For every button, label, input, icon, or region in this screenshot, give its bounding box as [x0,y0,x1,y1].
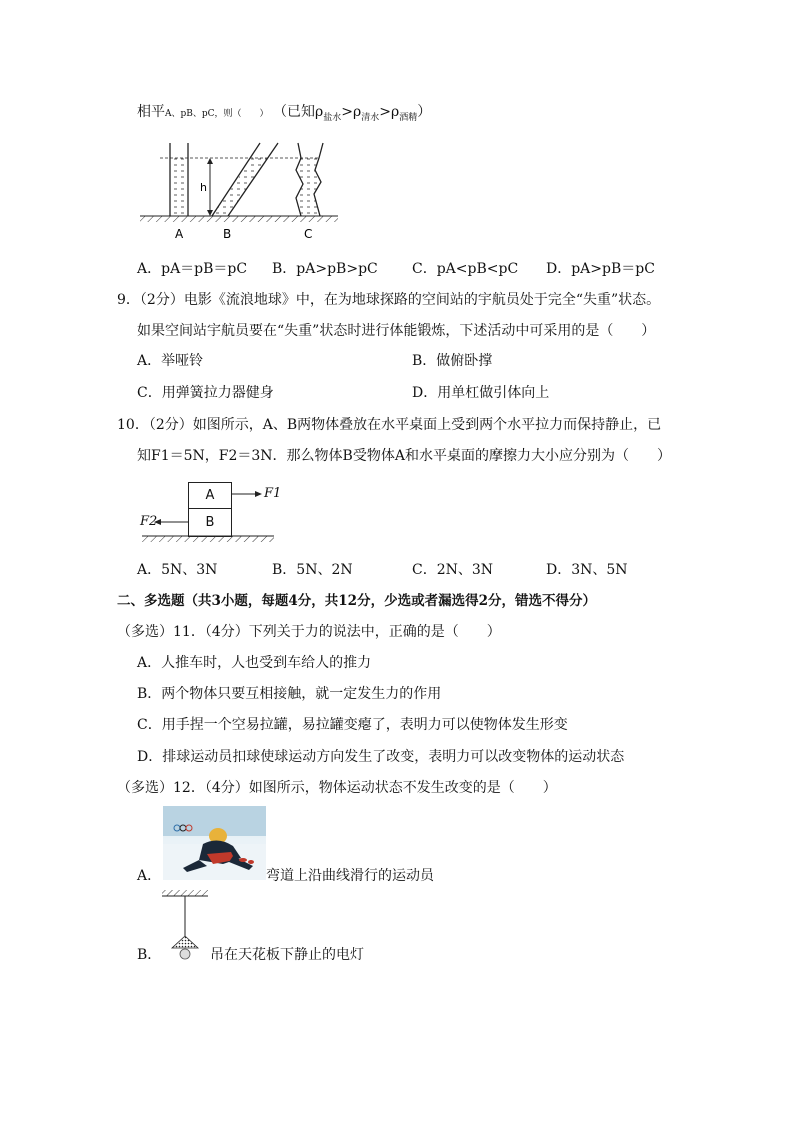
q9-option-c: C．用弹簧拉力器健身 [137,385,274,401]
q8-option-d: D．pA>pB＝pC [546,261,655,277]
q11-option-b: B．两个物体只要互相接触，就一定发生力的作用 [137,686,442,702]
q8-option-b: B．pA>pB>pC [272,261,378,277]
q10-option-b: B．5N、2N [272,562,353,578]
q8-fig-a-label: A [175,227,184,241]
q9-option-a: A．举哑铃 [137,353,204,369]
q8-fig-b-label: B [223,227,232,241]
q12-option-b-text: 吊在天花板下静止的电灯 [210,947,364,963]
q9-option-d: D．用单杠做引体向上 [412,385,550,401]
q11-option-a: A．人推车时，人也受到车给人的推力 [137,655,372,671]
q10-arrows-and-ground [138,478,278,550]
q10-f1-label: F1 [264,486,282,501]
q11-stem: （多选）11．（4分）下列关于力的说法中，正确的是（ ） [117,624,501,640]
q10-block-b: B [188,508,232,537]
q8-stem: 相平A、pB、pC，则（ ） （已知$\rho_{盐水}>\rho_{清水}>\rho_{酒精}$） [137,104,432,123]
q10-block-a: A [188,482,232,509]
q8-fig-h-label: h [200,181,207,194]
q12-option-a-label: A． [137,868,162,884]
q12-hanging-lamp-figure [160,888,210,966]
q10-stem-line2: 知F1＝5N，F2＝3N．那么物体B受物体A和水平桌面的摩擦力大小应分别为（ ） [137,448,671,464]
q12-speed-skater-image [163,806,266,880]
q10-option-d: D．3N、5N [546,562,628,578]
q10-f2-label: F2 [140,514,158,529]
q8-containers-figure [138,138,343,246]
q11-option-d: D．排球运动员扣球使球运动方向发生了改变，表明力可以改变物体的运动状态 [137,749,625,765]
q8-stem-vars: A、pB、pC，则（ ） [165,109,269,119]
q12-option-b-label: B． [137,947,162,963]
q8-fig-c-label: C [304,227,313,241]
q12-stem: （多选）12．（4分）如图所示，物体运动状态不发生改变的是（ ） [117,780,557,796]
q10-option-a: A．5N、3N [137,562,218,578]
q9-stem-line1: 9．（2分）电影《流浪地球》中，在为地球探路的空间站的宇航员处于完全“失重”状态。 [117,292,661,308]
q9-option-b: B．做俯卧撑 [412,353,493,369]
q11-option-c: C．用手捏一个空易拉罐，易拉罐变瘪了，表明力可以使物体发生形变 [137,717,568,733]
q8-option-c: C．pA<pB<pC [412,261,519,277]
q10-stem-line1: 10．（2分）如图所示，A、B两物体叠放在水平桌面上受到两个水平拉力而保持静止，已 [117,417,662,433]
q8-option-a: A．pA＝pB＝pC [137,261,248,277]
section-2-heading: 二、多选题（共3小题，每题4分，共12分，少选或者漏选得2分，错选不得分） [117,593,596,609]
q10-blocks-figure [138,478,282,550]
q9-stem-line2: 如果空间站宇航员要在“失重”状态时进行体能锻炼，下述活动中可采用的是（ ） [137,323,656,339]
q12-option-a-text: 弯道上沿曲线滑行的运动员 [266,868,434,884]
q10-option-c: C．2N、3N [412,562,494,578]
